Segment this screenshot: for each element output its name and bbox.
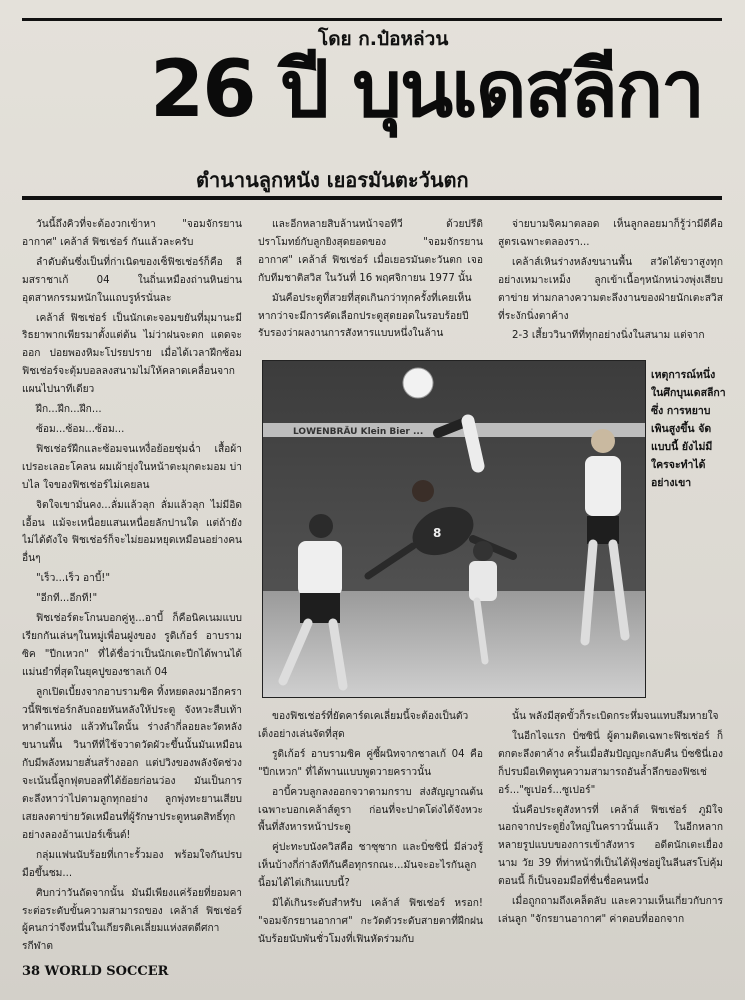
paragraph: ศิบกว่าวันถัดจากนั้น มันมีเพียงแค่ร้อยที่ยอมคาระต่อระดับขั้นความสามารถของ เคล้าส์ ฟิชเช่อร์ ผู้คนกว่าจึงหนึ่นในเกียรติเคเลี่ยมแห่งสตดีศการกีฬาต	[22, 887, 242, 953]
paragraph: ลูกเปิดเบี้ยงจากอาบรามซิค ทิ้งหยดลงมาอีกคราวนี้ฟิชเช่อร์กลับถอยหันหลังให้ประตู จังหวะสืบเท้าหาตำแหน่ง แล้วทันใดนั้น ร่างลำกี่ลอยละวัดหลังขนานพื้น วินาทีที่ใช้จวาดวัดผัวะขึ้นนั้นมันเหมือนกับมีพลังหมายสั่นสร้างออก แต่ปวิงของพลังจัดช่วงจะเน้นนี้ลูกฟุตบอลที่ได้ย้อยก่อนว่อง มันเป็นการตะลึงหาว่าไปตามลูกทุกอย่าง ลูกพุ่งทะยานเสียบเสยลงตาข่ายวัดเหมือนที่ผู้รักษาประตูหนดสิทธิ์ทุกอย่างลองอ้านเปอร์เซ็นต์!	[22, 686, 242, 841]
paragraph: วันนี้ถึงคิวที่จะต้องวกเข้าหา "จอมจักรยานอากาศ" เคล้าส์ ฟิชเช่อร์ กันแล้วละครับ	[22, 219, 242, 248]
paragraph: กลุ่มแฟนนับร้อยที่เกาะรั้วมอง พร้อมใจกันปรบมือขึ้นชม...	[22, 849, 242, 879]
headline: 26 ปี บุนเดสลีกา	[150, 45, 703, 135]
action-photo	[262, 360, 646, 698]
football	[403, 368, 433, 398]
paragraph: มิได้เกินระดับสำหรับ เคล้าส์ ฟิชเช่อร์ หรอก! "จอมจักรยานอากาศ" กะวัดตัวระดับสายตาที่ฝึกฝนนับร้อยนับพันชั่วโมงที่เฟินหัดร่วมกับ	[258, 898, 483, 945]
paragraph: ลำดับต้นซึ่งเป็นที่ก่าเนิดของเซ็ฟิชเช่อร์ก็คือ ลีมสราชาเก้ 04 ในถิ่นเหมืองถ่านหินย่านอุตสาหกรรมหนักในแถบรูห์รนั่นละ	[22, 256, 242, 304]
paragraph: ของฟิชเช่อร์ที่ยัดคาร์ดเคเลี่ยมนี้จะต้องเป็นตัวเต็งอย่างเล่นจัดที่สุด	[258, 711, 469, 740]
subheadline: ตำนานลูกหนัง เยอรมันตะวันตก	[196, 168, 469, 192]
bicycle-kick-photo-illustration	[263, 361, 645, 697]
header-bottom-rule	[22, 196, 722, 200]
paragraph: ฝึก...ฝึก...ฝึก...	[36, 404, 102, 416]
paragraph: และอีกหลายสิบล้านหน้าจอทีวี ด้วยปรีดิปราโมทย์กับลูกยิงสุดยอดของ "จอมจักรยานอากาศ" เคล้าส์ ฟิชเช่อร์ เมื่อเยอรมันตะวันตก เจอกับทีมชาติสวิส ในวันที่ 16 พฤศจิกายน 1977 นั้น	[258, 219, 483, 284]
paragraph: เคล้าส์ ฟิชเช่อร์ เป็นนักเตะจอมขยันที่มุมานะมีริธยาพากเพียรมาตั้งแต่ต้น ไม่ว่าฝนจะตก แดดจะออก ปอยพองหิมะโปรยปราย เมื่อได้เวลาฝึกซ้อม ฟิชเช่อร์จะตุ้มบอลลงสนามไม่ให้คลาดเคลื่อนจากแผนไปนาทีเดียว	[22, 312, 242, 396]
article-column-1	[22, 216, 242, 956]
paragraph: ฟิชเช่อร์ตะโกนบอกคู่หู...อาบี้ ก็คือนิคเนมแบบเรียกกันเล่นๆในหมู่เพื่อนฝูงของ รูดิเก้อร์ อาบรามซิค "ปีกเหวก" ที่ได้ชื่อว่าเป็นนักเตะปีกได้พานได้แม่นยำที่สุดในยุคปูของชาลเก้ 04	[22, 613, 242, 678]
photo-caption: เหตุการณ์หนึ่ง ในศึกบุนเดสลีกา ซึ่ง การหยาบเพินสูงขึ้น จัดแบบนี้ ยังไม่มีใครจะทำได้อย่างเขา	[651, 369, 726, 489]
paragraph: 2-3 เสี้ยววินาทีที่ทุกอย่างนิ่งในสนาม แต่จาก	[512, 330, 705, 342]
ad-board-text: LOWENBRÄU Klein Bier ...	[293, 427, 424, 437]
paragraph: คู่ปะทะบนังควิสคือ ชาซุซาก และบิ่ซซินี่ มีล่วงรู้เห็นบ้างกี่ก่าลังทีกันคือทุกรกณะ...มันจะอะไรกันลูกนี้อมได้ไต่เกินแบบนี้?	[258, 842, 483, 890]
article-column-3-top	[498, 216, 723, 354]
paragraph: มันคือประตูที่สวยที่สุดเกินกว่าทุกครั้งที่เคยเห็น หากว่าจะมีการคัดเลือกประตูสุดยอดในรอบร้อยปี รับรองว่าผลงานการสังหารแบบหนึ่งในล้าน	[258, 292, 472, 340]
paragraph: ซ้อม...ซ้อม...ซ้อม...	[36, 423, 125, 435]
paragraph: นั่นคือประตูสังหารที่ เคล้าส์ ฟิชเช่อร์ ภูมิใจนอกจากประตูยิ่งใหญ่ในคราวนั้นแล้ว ในอีกหลากหลายรูปแบบของการเข้าสังหาร อดีตนักเตะเยื่องนาม วัย 39 ที่ท่าหน้าที่เป็นได้ฟุ้งช่อยู่ในลีนสรโบ่คุ้มตอนนี้ ก็เป็นจอมมือที่ชื่นชื่อคนหนึ่ง	[498, 804, 723, 888]
paragraph: "อีกที...อีกที!"	[36, 593, 98, 605]
paragraph: นั้น พลังมีสุดขั้วก็ระเบิดกระหึ่มจนแทบสึมหายใจ	[512, 711, 719, 722]
paragraph: เคล้าส์เหินร่างหลังขนานพื้น สวัดได้ขวาสูงทุกอย่างเหมาะเหม็ง ลูกเข้าเนื้อๆหนักหน่วงพุ่งเสียบตาข่าย ท่ามกลางความตะลึงงานของฝ่ายนักเตะสวิสที่ระงักนิ่งตาค้าง	[498, 256, 723, 322]
paragraph: เมื่อถูกถามถึงเคล็ดลับ และความเห็นเกี่ยวกับการเล่นลูก "จักรยานอากาศ" ค่าตอบที่ออกจาก	[498, 896, 723, 925]
page-footer: 38 WORLD SOCCER	[22, 964, 169, 979]
paragraph: รูดิเก้อร์ อาบรามซิค คู่ซี้ผนิทจากชาลเก้ 04 คือ "ปีกเหวก" ที่ได้พานแบบพูดวายคราวนั้น	[258, 748, 483, 778]
paragraph: "เร็ว...เร็ว อาบี้!"	[36, 573, 111, 585]
paragraph: ในอีกไจแรก บิ่ซซินี่ ผู้ตามติดเฉพาะฟิชเช่อร์ ก็ตกตะลึงตาค้าง ครั้นเมื่อสัมปัญญะกลับคืน บิ่ซซินี่เองก็ปรบมือเทิดทูนความสามารถอันล้ำลึกของฟิชเช่อร์..."ซูเปอร์...ซูเปอร์"	[498, 730, 723, 796]
article-column-2-top	[258, 216, 483, 354]
paragraph: อาบี้ควบลูกลงออกจวาดามกราบ ส่งสัญญาณต้นเฉพาะบอกเคล้าส์ตูรา ก่อนที่จะปาดโด่งได้จังหวะพื้นที่สังหารหน้าประตู	[258, 786, 483, 834]
article-column-3-bottom	[498, 708, 723, 978]
paragraph: จ่ายบามจิคมาตลอด เห็นลูกลอยมาก็รู้ว่ามีดีคือสูตรเฉพาะตลองรา...	[498, 219, 723, 248]
svg-text:8: 8	[433, 526, 442, 540]
paragraph: จิตใจเขามั่นคง...ลั่มแล้วลุก ลั่มแล้วลุก ไม่มีอิดเอื้อน แม้จะเหนื่อยแสนเหนื่อยลักปานใด แต่ถ้ายังไม่ได้ดังใจ ฟิชเช่อร์ก็จะไม่ยอมหยุดเหมือนอย่างคนอื่นๆ	[22, 499, 242, 565]
article-column-2-bottom	[258, 708, 483, 978]
top-rule	[22, 18, 722, 21]
paragraph: ฟิชเช่อร์ฝึกและซ้อมจนเหงื่อย้อยชุ่มฉ่ำ เสื้อผ้าเปรอะเลอะโคลน ผมเผ้ายุ่งในหน้าตะมุกตะมอม บ่าบไล ใจของฟิชเช่อร์ไม่เคยลน	[22, 443, 242, 491]
byline: โดย ก.ป๋อหล่วน	[318, 28, 449, 50]
